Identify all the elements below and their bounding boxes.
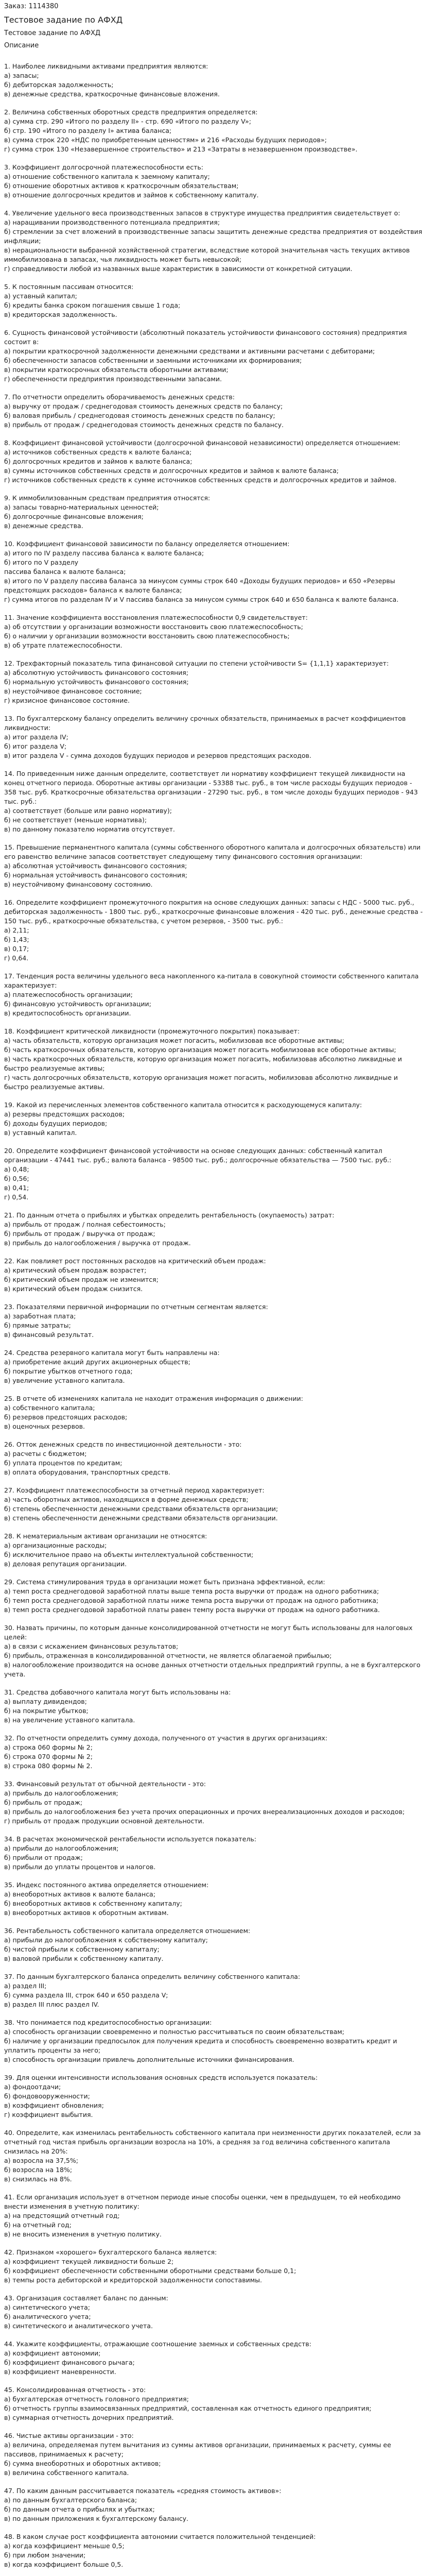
question-block	[4, 1027, 424, 1092]
answer-option: б) итого по V разделу	[4, 558, 79, 566]
answer-option: б) прямые затраты;	[4, 1321, 71, 1329]
answer-option: а) резервы предстоящих расходов;	[4, 1110, 125, 1118]
answer-option: б) при любом значении;	[4, 2551, 86, 2559]
answer-option: а) заработная плата;	[4, 1312, 76, 1320]
answer-option: б) кредиты банка сроком погашения свыше 1 года;	[4, 301, 181, 309]
answer-option: в) отношение долгосрочных кредитов и займов к собственному капиталу.	[4, 191, 259, 199]
answer-option: а) абсолютную устойчивость финансового состояния;	[4, 669, 189, 676]
question-text: 6. Сущность финансовой устойчивости (абсолютный показатель устойчивости финансового состояния) предприятия состоит в:	[4, 329, 407, 346]
answer-option: в) финансовый результат.	[4, 1331, 94, 1338]
answer-option: в) деловая репутация организации.	[4, 1560, 127, 1568]
answer-option: а) темп роста среднегодовой заработной платы выше темпа роста выручки от продаж на одного работника;	[4, 1587, 379, 1595]
answer-option: б) прибыль от продаж / выручка от продаж;	[4, 1230, 155, 1238]
question-block	[4, 209, 424, 274]
answer-option: в) суммы источников собственных средств и долгосрочных кредитов и займов к валюте баланса;	[4, 467, 339, 474]
question-block	[4, 972, 424, 1018]
answer-option: б) валовая прибыль / среднегодовая стоимость денежных средств по балансу;	[4, 412, 275, 419]
answer-option: а) собственного капитала;	[4, 1404, 95, 1412]
answer-option: а) итого по IV разделу пассива баланса к валюте баланса;	[4, 549, 204, 557]
question-text: 8. Коэффициент финансовой устойчивости (долгосрочной финансовой независимости) определяется отношением:	[4, 439, 400, 447]
question-block	[4, 1348, 424, 1385]
answer-option: б) долгосрочных кредитов и займов к валюте баланса;	[4, 457, 193, 465]
question-text: 40. Определите, как изменилась рентабельность собственного капитала при неизменности других показателей, если за отчетный год чистая прибыль организации возросла на 10%, а средняя за год величина собственного капитала снизилась на 20%:	[4, 2129, 421, 2155]
answer-option: а) прибыли до налогообложения к собственному капиталу;	[4, 1936, 208, 1944]
answer-option: б) критический объем продаж не изменится;	[4, 1276, 159, 1283]
answer-option: в) строка 080 формы № 2.	[4, 1762, 93, 1770]
answer-option: пассива баланса к валюте баланса;	[4, 568, 126, 575]
question-text: 27. Коэффициент платежеспособности за отчетный период характеризует:	[4, 1486, 265, 1494]
question-text: 37. По данным бухгалтерского баланса определить величину собственного капитала:	[4, 1973, 301, 1980]
answer-option: б) сумма внеоборотных и оборотных активов;	[4, 2460, 161, 2467]
question-block	[4, 2532, 424, 2569]
answer-option: б) отчетность группы взаимосвязанных предприятий, составленная как отчетность единого предприятия;	[4, 2404, 372, 2412]
answer-option: а) приобретение акций других акционерных обществ;	[4, 1358, 190, 1366]
answer-option: а) прибыли до налогообложения;	[4, 1844, 119, 1852]
answer-option: б) дебиторская задолженность;	[4, 81, 114, 89]
question-block	[4, 2073, 424, 2120]
question-text: 32. По отчетности определить сумму дохода, полученного от участия в других организациях:	[4, 1734, 327, 1742]
question-block	[4, 163, 424, 200]
answer-option: в) покрытии краткосрочных обязательств оборотными активами;	[4, 366, 229, 374]
question-text: 22. Как повлияет рост постоянных расходов на критический объем продаж:	[4, 1257, 266, 1265]
answer-option: б) доходы будущих периодов;	[4, 1120, 108, 1127]
question-text: 18. Коэффициент критической ликвидности (промежуточного покрытия) показывает:	[4, 1027, 300, 1035]
answer-option: б) коэффициент финансового рычага;	[4, 2359, 135, 2366]
answer-option: а) когда коэффициент меньше 0,5;	[4, 2542, 125, 2550]
question-block	[4, 2193, 424, 2239]
answer-option: г) 0,54.	[4, 1193, 29, 1201]
answer-option: а) покрытии краткосрочной задолженности денежными средствами и активными расчетами с дебиторами;	[4, 347, 375, 355]
answer-option: а) запасы товарно-материальных ценностей;	[4, 503, 159, 511]
question-block	[4, 1734, 424, 1771]
answer-option: а) сумма стр. 290 «Итого по разделу II» - стр. 690 «Итого по разделу V»;	[4, 117, 251, 125]
answer-option: б) темп роста среднегодовой заработной платы ниже темпа роста выручки от продаж на одного работника;	[4, 1597, 379, 1604]
answer-option: б) часть краткосрочных обязательств, которую организация может погасить мобилизовав все оборотные активы;	[4, 1046, 396, 1054]
question-text: 10. Коэффициент финансовой зависимости по балансу определяется отношением:	[4, 540, 290, 548]
answer-option: в) налогообложение производится на основе данных отчетности отдельных предприятий группы, а не в бухгалтерского учета.	[4, 1661, 421, 1678]
question-block	[4, 2431, 424, 2478]
answer-option: в) оценочных резервов.	[4, 1422, 85, 1430]
answer-option: б) исключительное право на объекты интеллектуальной собственности;	[4, 1551, 254, 1558]
answer-option: а) уставный капитал;	[4, 292, 77, 300]
question-block	[4, 1578, 424, 1615]
answer-option: б) отношение оборотных активов к краткосрочным обязательствам;	[4, 182, 239, 190]
question-block	[4, 438, 424, 485]
answer-option: б) не соответствует (меньше норматива);	[4, 816, 147, 824]
question-text: 36. Рентабельность собственного капитала определяется отношением:	[4, 1927, 251, 1935]
answer-option: г) справедливости любой из названных выше характеристик в зависимости от конкретной ситуации.	[4, 265, 353, 273]
question-text: 24. Средства резервного капитала могут быть направлены на:	[4, 1349, 220, 1357]
answer-option: а) раздел III;	[4, 1982, 47, 1990]
question-text: 16. Определите коэффициент промежуточного покрытия на основе следующих данных: запасы с НДС - 5000 тыс. руб., дебиторская задолженность - 1800 тыс. руб., краткосрочные финансовые вложения - 420 тыс. руб., денежные средства - 150 тыс. руб., краткосрочные обязательства, с учетом резервов, - 3500 тыс. руб.:	[4, 899, 423, 925]
answer-option: а) платежеспособность организации;	[4, 991, 133, 998]
answer-option: в) темп роста среднегодовой заработной платы равен темпу роста выручки от продаж на одного работника.	[4, 1606, 380, 1614]
answer-option: а) фондоотдачи;	[4, 2083, 61, 2091]
answer-option: г) сумма итогов по разделам IV и V пассива баланса за минусом суммы строк 640 и 650 баланса к валюте баланса.	[4, 596, 399, 603]
answer-option: б) внеоборотных активов к собственному капиталу;	[4, 1900, 182, 1907]
answer-option: а) синтетического учета;	[4, 2303, 91, 2311]
answer-option: а) строка 060 формы № 2;	[4, 1743, 93, 1751]
answer-option: в) не вносить изменения в учетную политику.	[4, 2230, 162, 2238]
answer-option: б) аналитического учета;	[4, 2313, 91, 2320]
answer-option: а) запасы;	[4, 72, 39, 79]
answer-option: а) коэффициент автономии;	[4, 2349, 101, 2357]
question-block	[4, 2385, 424, 2422]
question-block	[4, 1532, 424, 1569]
question-text: 28. К нематериальным активам организации не относятся:	[4, 1532, 207, 1540]
answer-option: б) прибыль, отраженная в консолидированной отчетности, не является облагаемой прибылью;	[4, 1652, 332, 1659]
answer-option: б) о наличии у организации возможности восстановить свою платежеспособность;	[4, 632, 290, 640]
question-block	[4, 769, 424, 834]
question-text: 34. В расчетах экономической рентабельности используется показатель:	[4, 1835, 256, 1843]
answer-option: в) об утрате платежеспособности.	[4, 641, 123, 649]
question-block	[4, 1302, 424, 1340]
question-block	[4, 714, 424, 760]
question-block	[4, 1926, 424, 1963]
question-block	[4, 1486, 424, 1523]
answer-option: в) снизилась на 8%.	[4, 2175, 72, 2183]
answer-option: в) прибыль до налогообложения / выручка от продаж.	[4, 1239, 191, 1247]
answer-option: а) по данным бухгалтерского баланса;	[4, 2496, 137, 2504]
answer-option: а) организационные расходы;	[4, 1541, 107, 1549]
answer-option: а) бухгалтерская отчетность головного предприятия;	[4, 2395, 189, 2403]
question-text: 21. По данным отчета о прибылях и убытках определить рентабельность (окупаемость) затрат:	[4, 1211, 335, 1219]
answer-option: б) обеспеченности запасов собственными и заемными источниками их формирования;	[4, 357, 302, 364]
question-text: 41. Если организация использует в отчетном периоде иные способы оценки, чем в предыдущем, то ей необходимо внести изменения в учетную политику:	[4, 2193, 401, 2210]
answer-option: г) 0,64.	[4, 954, 29, 962]
question-text: 4. Увеличение удельного веса производственных запасов в структуре имущества предприятия свидетельствует о:	[4, 209, 400, 217]
question-block	[4, 659, 424, 705]
question-block	[4, 1100, 424, 1138]
answer-option: в) уставный капитал.	[4, 1129, 77, 1137]
answer-option: г) обеспеченности предприятия производственными запасами.	[4, 375, 222, 383]
question-block	[4, 62, 424, 99]
question-text: 14. По приведенным ниже данным определите, соответствует ли нормативу коэффициент текущей ликвидности на конец отчетного периода. Оборотные активы организации - 53388 тыс. руб., в том числе расходы будущих периодов - 358 тыс. руб. Краткосрочные обязательства организации - 27290 тыс. руб., в том числе доходы будущих периодов - 943 тыс. руб.:	[4, 770, 418, 805]
question-text: 42. Признаком «хорошего» бухгалтерского баланса является:	[4, 2248, 217, 2256]
answer-option: б) фондовооруженности;	[4, 2092, 90, 2100]
answer-option: в) 0,17;	[4, 945, 29, 953]
question-text: 38. Что понимается под кредитоспособностью организации:	[4, 2019, 212, 2026]
answer-option: г) источников собственных средств к сумме источников собственных средств и долгосрочных кредитов и займов.	[4, 476, 397, 484]
answer-option: а) расчеты с бюджетом;	[4, 1450, 87, 1458]
answer-option: б) на покрытие убытков;	[4, 1707, 89, 1715]
answer-option: а) способность организации своевременно и полностью рассчитываться по своим обязательствам;	[4, 2028, 344, 2036]
answer-option: в) оплата оборудования, транспортных средств.	[4, 1468, 171, 1476]
question-text: 11. Значение коэффициента восстановления платежеспособности 0,9 свидетельствует:	[4, 614, 308, 621]
answer-option: в) часть краткосрочных обязательств, которую организация может погасить, мобилизовав абсолютно ликвидные и быстро реализуемые активы;	[4, 1055, 402, 1072]
question-block	[4, 1688, 424, 1725]
question-text: 9. К иммобилизованным средствам предприятия относятся:	[4, 494, 211, 502]
answer-option: в) синтетического и аналитического учета.	[4, 2322, 153, 2330]
answer-option: б) по данным отчета о прибылях и убытках;	[4, 2505, 155, 2513]
answer-option: а) выручку от продаж / среднегодовая стоимость денежных средств по балансу;	[4, 402, 283, 410]
answer-option: в) увеличение уставного капитала.	[4, 1377, 125, 1384]
answer-option: а) величина, определяемая путем вычитания из суммы активов организации, принимаемых к расчету, суммы ее пассивов, принимаемых к расчету;	[4, 2441, 391, 2458]
answer-option: а) выплату дивидендов;	[4, 1698, 87, 1705]
page-subtitle: Тестовое задание по АФХД	[4, 29, 101, 37]
question-block	[4, 2018, 424, 2064]
answer-option: б) стр. 190 «Итого по разделу I» актива баланса;	[4, 127, 172, 134]
question-block	[4, 282, 424, 319]
answer-option: б) сумма раздела III, строк 640 и 650 раздела V;	[4, 1991, 168, 1999]
answer-option: в) степень обеспеченности денежными средствами обязательств организации.	[4, 1514, 278, 1522]
question-text: 29. Система стимулирования труда в организации может быть признана эффективной, если:	[4, 1578, 325, 1586]
answer-option: в) темпы роста дебиторской и кредиторской задолженности сопоставимы.	[4, 2276, 262, 2284]
answer-option: в) когда коэффициент больше 0,5.	[4, 2561, 124, 2568]
answer-option: б) степень обеспеченности денежными средствами обязательств организации;	[4, 1505, 278, 1513]
question-text: 20. Определите коэффициент финансовой устойчивости на основе следующих данных: собственный капитал организации - 47441 тыс. руб.; валюта баланса - 98500 тыс. руб.; долгосрочные обязательства — 7500 тыс. руб.:	[4, 1147, 392, 1164]
answer-option: в) коэффициент маневренности.	[4, 2368, 116, 2376]
question-block	[4, 108, 424, 154]
answer-option: в) кредитоспособность организации.	[4, 1009, 131, 1017]
question-block	[4, 2486, 424, 2523]
question-block	[4, 898, 424, 963]
answer-option: г) коэффициент выбытия.	[4, 2111, 93, 2119]
answer-option: б) покрытие убытков отчетного года;	[4, 1367, 133, 1375]
answer-option: а) источников собственных средств к валюте баланса;	[4, 448, 192, 456]
answer-option: в) нерациональности выбранной хозяйственной стратегии, вследствие которой значительная часть текущих активов иммобилизована в запасах, чья ликвидность может быть невысокой;	[4, 246, 410, 263]
question-text: 26. Отток денежных средств по инвестиционной деятельности - это:	[4, 1440, 242, 1448]
answer-option: б) долгосрочные финансовые вложения;	[4, 513, 144, 520]
answer-option: в) величина собственного капитала.	[4, 2469, 129, 2477]
question-text: 15. Превышение перманентного капитала (суммы собственного оборотного капитала и долгосрочных обязательств) или его равенство величине запасов соответствует следующему типу финансового состояния организации:	[4, 843, 421, 860]
page-title: Тестовое задание по АФХД	[4, 15, 123, 25]
question-text: 46. Чистые активы организации - это:	[4, 2432, 134, 2439]
question-text: 48. В каком случае рост коэффициента автономии считается положительной тенденцией:	[4, 2533, 316, 2540]
answer-option: б) строка 070 формы № 2;	[4, 1753, 93, 1760]
question-block	[4, 1146, 424, 1202]
answer-option: б) 1,43;	[4, 936, 29, 943]
answer-option: б) резервов предстоящих расходов;	[4, 1413, 128, 1421]
answer-option: в) валовой прибыли к собственному капиталу.	[4, 1955, 164, 1962]
answer-option: в) итого по V разделу пассива баланса за минусом суммы строк 640 «Доходы будущих периодов» и 650 «Резервы предстоящих расходов» баланса к валюте баланса;	[4, 577, 395, 594]
question-text: 45. Консолидированная отчетность - это:	[4, 2386, 146, 2394]
answer-option: в) кредиторская задолженность.	[4, 311, 117, 318]
answer-option: в) прибыль от продаж / среднегодовая стоимость денежных средств по балансу.	[4, 421, 284, 429]
answer-option: а) прибыль до налогообложения;	[4, 1789, 118, 1797]
answer-option: г) часть долгосрочных обязательств, которую организация может погасить, мобилизовав абсолютно ликвидные и быстро реализуемые активы.	[4, 1074, 398, 1091]
question-block	[4, 328, 424, 384]
question-block	[4, 1835, 424, 1872]
section-heading: Описание	[4, 42, 39, 49]
question-text: 1. Наиболее ликвидными активами предприятия являются:	[4, 62, 208, 70]
question-list	[4, 62, 424, 2576]
question-text: 39. Для оценки интенсивности использования основных средств используется показатель:	[4, 2074, 318, 2081]
answer-option: б) стремлении за счет вложений в производственные запасы защитить денежные средства предприятия от воздействия инфляции;	[4, 228, 423, 245]
question-block	[4, 1880, 424, 1918]
question-text: 44. Укажите коэффициенты, отражающие соотношение заемных и собственных средств:	[4, 2340, 311, 2348]
question-block	[4, 2128, 424, 2184]
answer-option: б) коэффициент обеспеченности собственными оборотными средствами больше 0,1;	[4, 2267, 297, 2275]
answer-option: в) по данному показателю норматив отсутствует.	[4, 825, 175, 833]
question-text: 47. По каким данным рассчитывается показатель «средняя стоимость активов»:	[4, 2487, 282, 2495]
answer-option: а) на предстоящий отчетный год;	[4, 2212, 120, 2219]
answer-option: а) часть обязательств, которую организация может погасить, мобилизовав все оборотные активы;	[4, 1037, 344, 1044]
question-block	[4, 843, 424, 889]
question-text: 17. Тенденция роста величины удельного веса накопленного ка-питала в совокупной стоимости собственного капитала характеризует:	[4, 972, 419, 989]
question-block	[4, 1623, 424, 1679]
answer-option: а) 2,11;	[4, 926, 29, 934]
answer-option: в) раздел III плюс раздел IV.	[4, 2001, 99, 2008]
question-text: 43. Организация составляет баланс по данным:	[4, 2294, 168, 2302]
question-text: 33. Финансовый результат от обычной деятельности - это:	[4, 1780, 206, 1788]
question-text: 12. Трехфакторный показатель типа финансовой ситуации по степени устойчивости S= {1,1,1} характеризует:	[4, 659, 389, 667]
answer-option: в) 0,41;	[4, 1184, 29, 1192]
question-text: 13. По бухгалтерскому балансу определить величину срочных обязательств, принимаемых в расчет коэффициентов ликвидности:	[4, 715, 406, 732]
answer-option: в) прибыль до налогообложения без учета прочих операционных и прочих внереализационных доходов и расходов;	[4, 1808, 405, 1816]
answer-option: в) итог раздела V - сумма доходов будущих периодов и резервов предстоящих расходов.	[4, 752, 311, 759]
answer-option: б) прибыли от продаж;	[4, 1854, 83, 1861]
answer-option: в) денежные средства.	[4, 522, 83, 530]
answer-option: б) чистой прибыли к собственному капиталу;	[4, 1945, 160, 1953]
question-block	[4, 2248, 424, 2285]
answer-option: в) прибыли до уплаты процентов и налогов.	[4, 1863, 156, 1871]
question-text: 7. По отчетности определить оборачиваемость денежных средств:	[4, 393, 235, 401]
answer-option: б) финансовую устойчивость организации;	[4, 1000, 151, 1008]
answer-option: а) наращивании производственного потенциала предприятия;	[4, 218, 220, 226]
question-block	[4, 1394, 424, 1431]
answer-option: б) на отчетный год;	[4, 2221, 72, 2229]
answer-option: а) коэффициент текущей ликвидности больше 2;	[4, 2258, 174, 2265]
question-block	[4, 613, 424, 650]
question-block	[4, 1211, 424, 1248]
question-text: 30. Назвать причины, по которым данные консолидированной отчетности не могут быть использованы для налоговых целей:	[4, 1624, 413, 1641]
answer-option: а) внеоборотных активов к валюте баланса;	[4, 1890, 155, 1898]
answer-option: г) прибыль от продаж продукции основной деятельности.	[4, 1817, 204, 1825]
question-block	[4, 2340, 424, 2377]
question-text: 5. К постоянным пассивам относится:	[4, 283, 134, 291]
question-text: 3. Коэффициент долгосрочной платежеспособности есть:	[4, 163, 203, 171]
question-block	[4, 1257, 424, 1294]
answer-option: б) прибыль от продаж;	[4, 1799, 83, 1806]
answer-option: б) уплата процентов по кредитам;	[4, 1459, 123, 1467]
answer-option: а) 0,48;	[4, 1165, 29, 1173]
question-text: 31. Средства добавочного капитала могут быть использованы на:	[4, 1688, 231, 1696]
answer-option: в) внеоборотных активов к оборотным активам.	[4, 1909, 169, 1917]
answer-option: в) неустойчивое финансовое состояние;	[4, 687, 142, 695]
answer-option: б) нормальная устойчивость финансового состояния;	[4, 871, 187, 879]
question-text: 2. Величина собственных оборотных средств предприятия определяется:	[4, 108, 258, 116]
question-block	[4, 1780, 424, 1826]
question-block	[4, 539, 424, 604]
answer-option: б) наличие у организации предпосылок для получения кредита и способность своевременно возвратить кредит и уплатить проценты за него;	[4, 2037, 397, 2054]
answer-option: а) соответствует (больше или равно нормативу);	[4, 807, 172, 815]
answer-option: в) способность организации привлечь дополнительные источники финансирования.	[4, 2056, 294, 2063]
question-block	[4, 1440, 424, 1477]
question-text: 35. Индекс постоянного актива определяется отношением:	[4, 1881, 209, 1889]
answer-option: а) в связи с искажением финансовых результатов;	[4, 1642, 179, 1650]
answer-option: а) часть оборотных активов, находящихся в форме денежных средств;	[4, 1496, 249, 1503]
answer-option: б) нормальную устойчивость финансового состояния;	[4, 678, 189, 686]
answer-option: а) итог раздела IV;	[4, 733, 68, 741]
answer-option: б) итог раздела V;	[4, 742, 67, 750]
question-text: 19. Какой из перечисленных элементов собственного капитала относится к расходующемуся капиталу:	[4, 1101, 362, 1109]
answer-option: в) коэффициент обновления;	[4, 2102, 104, 2109]
answer-option: в) неустойчивому финансовому состоянию.	[4, 880, 153, 888]
question-block	[4, 2294, 424, 2331]
answer-option: г) кризисное финансовое состояние.	[4, 697, 130, 704]
answer-option: а) абсолютная устойчивость финансового состояния;	[4, 862, 187, 870]
question-text: 25. В отчете об изменениях капитала не находит отражения информация о движении:	[4, 1395, 303, 1402]
question-text: 23. Показателями первичной информации по отчетным сегментам является:	[4, 1303, 268, 1311]
question-block	[4, 494, 424, 531]
answer-option: в) суммарная отчетность дочерних предприятий.	[4, 2414, 174, 2421]
answer-option: в) сумма строк 220 «НДС по приобретенным ценностям» и 216 «Расходы будущих периодов»;	[4, 136, 327, 144]
answer-option: а) об отсутствии у организации возможности восстановить свою платежеспособность;	[4, 623, 303, 631]
answer-option: в) по данным приложения к бухгалтерскому балансу.	[4, 2515, 188, 2522]
answer-option: а) критический объем продаж возрастет;	[4, 1266, 147, 1274]
answer-option: б) 0,56;	[4, 1175, 29, 1182]
answer-option: в) денежные средства, краткосрочные финансовые вложения.	[4, 90, 220, 98]
answer-option: б) возросла на 18%;	[4, 2166, 73, 2174]
question-block	[4, 393, 424, 430]
answer-option: а) отношение собственного капитала к заемному капиталу;	[4, 173, 210, 180]
answer-option: в) на увеличение уставного капитала.	[4, 1716, 135, 1724]
answer-option: а) прибыль от продаж / полная себестоимость;	[4, 1221, 166, 1228]
answer-option: г) сумма строк 130 «Незавершенное строительство» и 213 «Затраты в незавершенном производстве».	[4, 145, 358, 153]
answer-option: в) критический объем продаж снизится.	[4, 1285, 143, 1293]
question-block	[4, 1972, 424, 2009]
answer-option: а) возросла на 37,5%;	[4, 2157, 78, 2164]
order-number: Заказ: 1114380	[4, 3, 59, 10]
